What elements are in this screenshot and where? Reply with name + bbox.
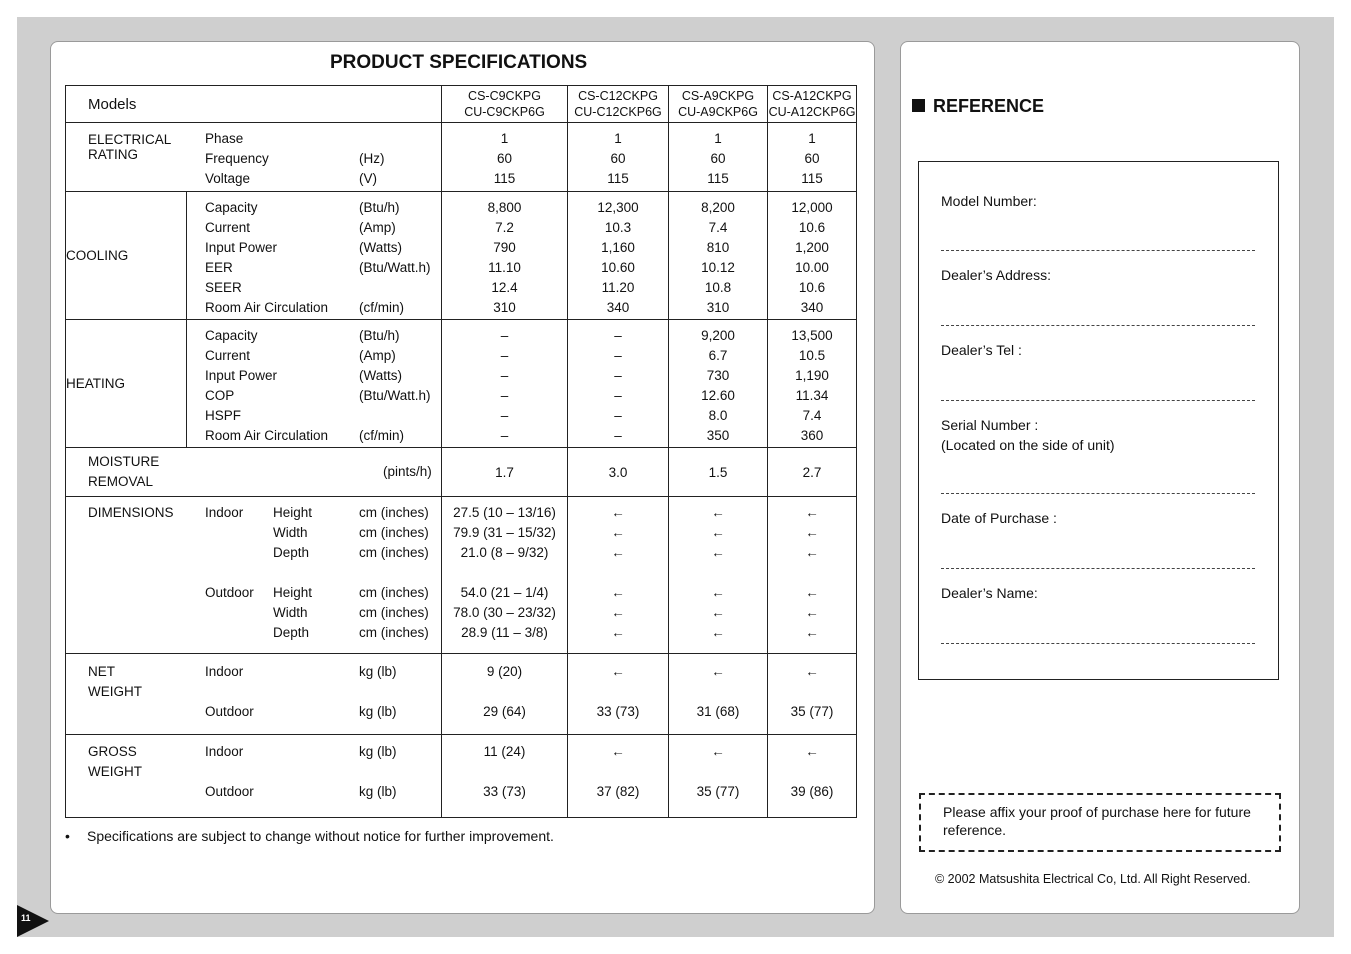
section-label: ELECTRICAL — [88, 132, 172, 147]
model-column-1 — [442, 86, 568, 123]
item-name: Input Power — [205, 240, 278, 255]
item-unit: cm (inches) — [359, 505, 429, 520]
cooling-items — [187, 192, 442, 320]
section-label: GROSS — [88, 744, 137, 759]
value-cell: 11 (24) 33 (73) — [442, 735, 568, 818]
item-unit: (Btu/h) — [359, 328, 400, 343]
value-cell: 12,300 10.3 1,160 10.60 11.20 340 — [568, 192, 669, 320]
section-label: RATING — [88, 147, 138, 162]
footnote — [65, 828, 554, 844]
unit-part-label: Indoor — [205, 744, 244, 759]
value-cell: 2.7 — [768, 448, 857, 497]
item-name: Room Air Circulation — [205, 300, 329, 315]
value-cell: 1.7 — [442, 448, 568, 497]
item-unit: (Watts) — [359, 368, 402, 383]
item-unit: kg (lb) — [359, 664, 397, 679]
outdoor-model-code: CU-C9CKP6G — [464, 105, 545, 119]
value-cell: ← ← ← ← ← ← — [568, 497, 669, 654]
date-of-purchase-line[interactable] — [941, 568, 1255, 569]
value-cell: 9,200 6.7 730 12.60 8.0 350 — [669, 320, 768, 448]
value-cell: 1 60 115 — [442, 123, 568, 192]
value-cell: ← 33 (73) — [568, 654, 669, 735]
moisture-removal-group — [66, 448, 442, 497]
moisture-removal-label — [66, 452, 209, 492]
serial-number-label: Serial Number : — [941, 417, 1039, 433]
section-label: WEIGHT — [88, 684, 142, 699]
item-unit — [359, 129, 441, 149]
item-name: Frequency — [205, 151, 269, 166]
gross-weight-items — [187, 742, 441, 802]
section-label: WEIGHT — [88, 764, 142, 779]
item-unit: kg (lb) — [359, 744, 397, 759]
item-name: Room Air Circulation — [205, 428, 329, 443]
electrical-rating-group — [66, 123, 442, 192]
item-unit: kg (lb) — [359, 704, 397, 719]
electrical-rating-row — [66, 123, 857, 192]
value-cell: 1.5 — [669, 448, 768, 497]
page-title: PRODUCT SPECIFICATIONS — [330, 52, 588, 73]
proof-of-purchase-text: Please affix your proof of purchase here for future reference. — [943, 804, 1251, 838]
section-label: DIMENSIONS — [88, 505, 174, 520]
bullet: • — [65, 828, 70, 844]
item-unit: (Watts) — [359, 240, 402, 255]
item-unit: cm (inches) — [359, 585, 429, 600]
item-unit: cm (inches) — [359, 545, 429, 560]
value-cell: – – – – – – — [568, 320, 669, 448]
item-unit: (Btu/Watt.h) — [359, 388, 431, 403]
outdoor-model-code: CU-A9CKP6G — [678, 105, 758, 119]
item-name: Height — [273, 585, 313, 600]
item-unit: kg (lb) — [359, 784, 397, 799]
dealer-address-line[interactable] — [941, 325, 1255, 326]
indoor-model-code: CS-C12CKPG — [578, 89, 658, 103]
dealer-name-label: Dealer’s Name: — [941, 585, 1038, 601]
serial-number-line[interactable] — [941, 493, 1255, 494]
item-name: Depth — [273, 545, 310, 560]
item-unit: cm (inches) — [359, 525, 429, 540]
section-label: REMOVAL — [88, 474, 154, 489]
cooling-row — [66, 192, 857, 320]
item-name: Capacity — [205, 200, 258, 215]
item-name: EER — [205, 260, 233, 275]
dealer-tel-label: Dealer’s Tel : — [941, 342, 1022, 358]
item-unit: (Amp) — [359, 348, 396, 363]
value-cell: 1 60 115 — [768, 123, 857, 192]
dealer-address-label: Dealer’s Address: — [941, 267, 1051, 283]
value-cell: 1 60 115 — [568, 123, 669, 192]
item-name: Height — [273, 505, 313, 520]
value-cell: 27.5 (10 – 13/16) 79.9 (31 – 15/32) 21.0 (8 – 9/32) 54.0 (21 – 1/4) 78.0 (30 – 23/32) 28.9 (11 – 3/8) — [442, 497, 568, 654]
unit-part-label: Indoor — [205, 505, 244, 520]
item-unit: (Hz) — [359, 151, 385, 166]
date-of-purchase-label: Date of Purchase : — [941, 510, 1057, 526]
model-column-2 — [568, 86, 669, 123]
square-bullet-icon — [912, 99, 925, 112]
item-name: Current — [205, 220, 251, 235]
gross-weight-row — [66, 735, 857, 818]
model-number-line[interactable] — [941, 250, 1255, 251]
net-weight-items — [187, 662, 441, 722]
proof-of-purchase-area — [919, 793, 1281, 852]
unit-part-label: Outdoor — [205, 704, 254, 719]
page-number: 11 — [21, 913, 31, 923]
model-column-3 — [669, 86, 768, 123]
item-unit: (Amp) — [359, 220, 396, 235]
heating-label: HEATING — [66, 320, 187, 448]
unit-part-label: Outdoor — [205, 784, 254, 799]
item-unit: cm (inches) — [359, 625, 429, 640]
model-column-4 — [768, 86, 857, 123]
value-cell: ← ← ← ← ← ← — [768, 497, 857, 654]
value-cell: ← 35 (77) — [768, 654, 857, 735]
value-cell: – – – – – – — [442, 320, 568, 448]
value-cell: 12,000 10.6 1,200 10.00 10.6 340 — [768, 192, 857, 320]
value-cell: 8,800 7.2 790 11.10 12.4 310 — [442, 192, 568, 320]
unit-part-label: Outdoor — [205, 585, 254, 600]
item-name: Input Power — [205, 368, 278, 383]
item-unit — [359, 278, 441, 298]
item-unit — [359, 406, 441, 426]
dealer-name-line[interactable] — [941, 643, 1255, 644]
outdoor-model-code: CU-A12CKP6G — [768, 105, 856, 119]
section-label: MOISTURE — [88, 454, 160, 469]
indoor-model-code: CS-A9CKPG — [681, 89, 755, 103]
value-cell: 13,500 10.5 1,190 11.34 7.4 360 — [768, 320, 857, 448]
dimensions-row — [66, 497, 857, 654]
value-cell: 9 (20) 29 (64) — [442, 654, 568, 735]
value-cell: ← 37 (82) — [568, 735, 669, 818]
item-name: SEER — [205, 280, 242, 295]
dimensions-group — [66, 497, 442, 654]
models-header-row — [66, 86, 857, 123]
item-name: Capacity — [205, 328, 258, 343]
value-cell: ← 31 (68) — [669, 654, 768, 735]
indoor-model-code: CS-C9CKPG — [468, 89, 541, 103]
value-cell: ← 39 (86) — [768, 735, 857, 818]
value-cell: 8,200 7.4 810 10.12 10.8 310 — [669, 192, 768, 320]
dimension-items — [205, 503, 441, 643]
item-name: Current — [205, 348, 251, 363]
item-unit: cm (inches) — [359, 605, 429, 620]
heating-row — [66, 320, 857, 448]
unit-part-label: Indoor — [205, 664, 244, 679]
item-unit: (Btu/h) — [359, 200, 400, 215]
net-weight-group — [66, 654, 442, 735]
item-name: Depth — [273, 625, 310, 640]
item-unit: (pints/h) — [383, 464, 432, 479]
item-name: Voltage — [205, 171, 251, 186]
item-name: Phase — [205, 131, 244, 146]
value-cell: ← ← ← ← ← ← — [669, 497, 768, 654]
models-label: Models — [66, 86, 442, 123]
item-name: Width — [273, 525, 308, 540]
reference-title: REFERENCE — [933, 96, 1045, 116]
dealer-tel-line[interactable] — [941, 400, 1255, 401]
value-cell: ← 35 (77) — [669, 735, 768, 818]
gross-weight-group — [66, 735, 442, 818]
reference-form — [918, 161, 1279, 680]
reference-heading — [912, 96, 1044, 117]
copyright: © 2002 Matsushita Electrical Co, Ltd. All Right Reserved. — [935, 872, 1251, 886]
electrical-items — [187, 129, 441, 189]
moisture-removal-row — [66, 448, 857, 497]
specifications-table — [65, 85, 856, 815]
model-number-label: Model Number: — [941, 193, 1037, 209]
section-label: NET — [88, 664, 115, 679]
serial-number-hint: (Located on the side of unit) — [941, 437, 1115, 453]
item-unit: (Btu/Watt.h) — [359, 260, 431, 275]
item-name: COP — [205, 388, 235, 403]
heating-items — [187, 320, 442, 448]
indoor-model-code: CS-A12CKPG — [772, 89, 852, 103]
item-name: HSPF — [205, 408, 242, 423]
item-unit: (V) — [359, 171, 377, 186]
item-unit: (cf/min) — [359, 428, 404, 443]
outdoor-model-code: CU-C12CKP6G — [574, 105, 662, 119]
net-weight-row — [66, 654, 857, 735]
value-cell: 3.0 — [568, 448, 669, 497]
value-cell: 1 60 115 — [669, 123, 768, 192]
item-name: Width — [273, 605, 308, 620]
cooling-label: COOLING — [66, 192, 187, 320]
footnote-text: Specifications are subject to change without notice for further improvement. — [87, 828, 554, 844]
item-unit: (cf/min) — [359, 300, 404, 315]
